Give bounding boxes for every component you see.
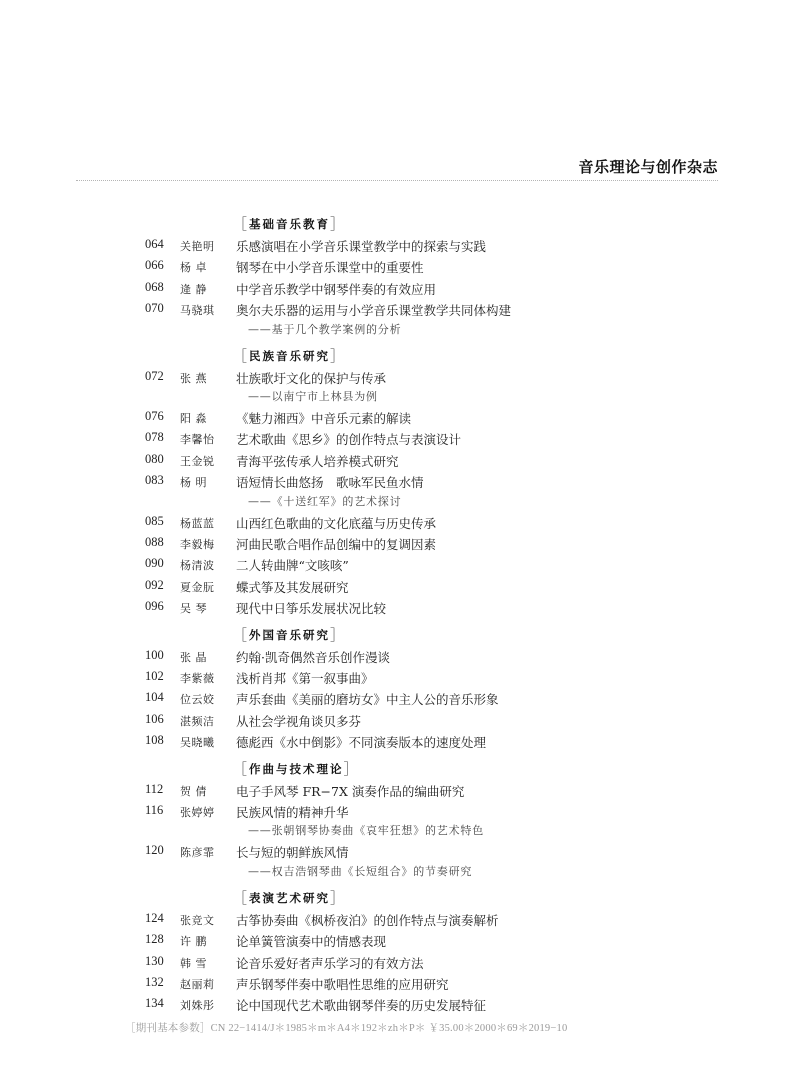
page-number: 120 xyxy=(145,843,164,858)
page-number: 106 xyxy=(145,711,164,726)
article-title[interactable]: 奥尔夫乐器的运用与小学音乐课堂教学共同体构建 xyxy=(236,303,512,319)
article-title[interactable]: 蝶式筝及其发展研究 xyxy=(236,579,349,595)
page-number: 085 xyxy=(145,513,164,528)
toc-entry[interactable] xyxy=(0,301,794,321)
page-number: 090 xyxy=(145,556,164,571)
author-name: 杨蓝蓝 xyxy=(180,516,215,530)
article-title[interactable]: 艺术歌曲《思乡》的创作特点与表演设计 xyxy=(236,432,462,448)
page-number: 102 xyxy=(145,669,164,683)
author-name: 韩 雪 xyxy=(180,956,207,970)
toc-entry[interactable] xyxy=(0,975,794,995)
section-bracket-left: ［ xyxy=(232,346,248,365)
author-name: 李毅梅 xyxy=(180,538,215,551)
page-number: 104 xyxy=(145,690,164,705)
section-bracket-right: ］ xyxy=(330,625,346,644)
section-title: 外国音乐研究 xyxy=(249,627,331,642)
article-subtitle: ——基于几个教学案例的分析 xyxy=(248,322,402,336)
author-name: 刘姝彤 xyxy=(180,999,215,1013)
author-name: 陈彦霏 xyxy=(180,846,215,860)
section-heading xyxy=(232,344,345,364)
toc-entry[interactable] xyxy=(0,258,794,278)
section-heading xyxy=(232,212,345,232)
article-title[interactable]: 论中国现代艺术歌曲钢琴伴奏的历史发展特征 xyxy=(236,998,487,1014)
author-name: 王金锐 xyxy=(180,454,215,468)
toc-entry[interactable] xyxy=(0,712,794,732)
article-title[interactable]: 《魅力湘西》中音乐元素的解读 xyxy=(236,411,412,426)
author-name: 贺 倩 xyxy=(180,784,207,798)
toc-entry[interactable] xyxy=(0,514,794,534)
section-heading xyxy=(232,623,345,643)
author-name: 李馨怡 xyxy=(180,433,215,447)
author-name: 位云姣 xyxy=(180,693,215,707)
author-name: 马骁琪 xyxy=(180,304,215,318)
author-name: 杨清波 xyxy=(180,559,215,573)
section-bracket-left: ［ xyxy=(232,625,248,644)
article-title[interactable]: 山西红色歌曲的文化底蕴与历史传承 xyxy=(236,515,437,531)
toc-entry[interactable] xyxy=(0,578,794,598)
article-title[interactable]: 浅析肖邦《第一叙事曲》 xyxy=(236,671,374,686)
page-number: 108 xyxy=(145,733,164,748)
section-bracket-right: ］ xyxy=(330,888,346,907)
page-number: 080 xyxy=(145,451,164,466)
page-number: 066 xyxy=(145,258,164,273)
article-title[interactable]: 声乐套曲《美丽的磨坊女》中主人公的音乐形象 xyxy=(236,692,499,708)
toc-entry[interactable] xyxy=(0,535,794,555)
toc-entry[interactable] xyxy=(0,996,794,1016)
article-title[interactable]: 河曲民歌合唱作品创编中的复调因素 xyxy=(236,537,437,552)
toc-entry[interactable] xyxy=(0,599,794,619)
toc-entry[interactable] xyxy=(0,409,794,429)
page-number: 072 xyxy=(145,368,164,383)
toc-entry[interactable] xyxy=(0,932,794,952)
page-number: 076 xyxy=(145,409,164,423)
page-number: 116 xyxy=(145,803,164,817)
page-number: 112 xyxy=(145,781,164,796)
page-number: 092 xyxy=(145,577,164,592)
article-title[interactable]: 壮族歌圩文化的保护与传承 xyxy=(236,370,387,386)
article-title[interactable]: 中学音乐教学中钢琴伴奏的有效应用 xyxy=(236,281,437,297)
toc-entry[interactable] xyxy=(0,280,794,300)
author-name: 夏金朊 xyxy=(180,580,215,594)
section-bracket-right: ］ xyxy=(343,759,359,778)
section-title: 民族音乐研究 xyxy=(249,348,331,363)
toc-entry[interactable] xyxy=(0,430,794,450)
section-bracket-left: ［ xyxy=(232,759,248,778)
author-name: 张竞文 xyxy=(180,913,215,927)
author-name: 关艳明 xyxy=(180,240,215,253)
author-name: 吴 琴 xyxy=(180,602,207,616)
page-number: 128 xyxy=(145,932,164,947)
author-name: 杨 卓 xyxy=(180,261,207,275)
page-number: 068 xyxy=(145,279,164,294)
page-number: 088 xyxy=(145,535,164,549)
article-title[interactable]: 德彪西《水中倒影》不同演奏版本的速度处理 xyxy=(236,735,487,751)
article-title[interactable]: 钢琴在中小学音乐课堂中的重要性 xyxy=(236,260,424,276)
article-title[interactable]: 现代中日筝乐发展状况比较 xyxy=(236,601,387,617)
toc-entry[interactable] xyxy=(0,733,794,753)
section-bracket-left: ［ xyxy=(232,215,248,233)
toc-entry[interactable] xyxy=(0,556,794,576)
article-title[interactable]: 声乐钢琴伴奏中歌唱性思维的应用研究 xyxy=(236,977,449,992)
section-bracket-left: ［ xyxy=(232,888,248,907)
article-title[interactable]: 长与短的朝鲜族风情 xyxy=(236,845,349,861)
toc-entry[interactable] xyxy=(0,954,794,974)
toc-entry[interactable] xyxy=(0,803,794,823)
article-title[interactable]: 二人转曲牌“文咳咳” xyxy=(236,558,349,574)
article-title[interactable]: 民族风情的精神升华 xyxy=(236,805,349,820)
toc-entry[interactable] xyxy=(0,690,794,710)
author-name: 逄 静 xyxy=(180,282,207,296)
article-title[interactable]: 语短情长曲悠扬 歌咏军民鱼水情 xyxy=(236,475,424,491)
article-title[interactable]: 从社会学视角谈贝多芬 xyxy=(236,713,362,729)
page-number: 100 xyxy=(145,647,164,662)
article-title[interactable]: 论音乐爱好者声乐学习的有效方法 xyxy=(236,955,424,971)
section-title: 作曲与技术理论 xyxy=(249,761,344,776)
toc-entry[interactable] xyxy=(0,237,794,257)
author-name: 许 鹏 xyxy=(180,935,207,949)
page-number: 064 xyxy=(145,237,164,251)
toc-entry[interactable] xyxy=(0,669,794,689)
author-name: 赵丽莉 xyxy=(180,978,215,991)
section-heading xyxy=(232,757,359,777)
page-number: 124 xyxy=(145,910,164,925)
article-title[interactable]: 古筝协奏曲《枫桥夜泊》的创作特点与演奏解析 xyxy=(236,912,499,928)
journal-title: 音乐理论与创作杂志 xyxy=(578,158,718,176)
journal-parameters-footer: ［期刊基本参数］CN 22−1414/J＊1985＊m＊A4＊192＊zh＊P＊ ￥35.00＊2000＊69＊2019−10 xyxy=(125,1023,568,1034)
page-number: 078 xyxy=(145,430,164,445)
author-name: 李紫薇 xyxy=(180,672,215,685)
article-title[interactable]: 青海平弦传承人培养模式研究 xyxy=(236,453,399,469)
page-number: 083 xyxy=(145,473,164,488)
article-title[interactable]: 电子手风琴 FR−7X 演奏作品的编曲研究 xyxy=(236,783,465,799)
toc-entry[interactable] xyxy=(0,843,794,863)
page-number: 096 xyxy=(145,599,164,614)
author-name: 杨 明 xyxy=(180,476,207,490)
toc-entry[interactable] xyxy=(0,648,794,668)
author-name: 湛频洁 xyxy=(180,714,215,728)
article-title[interactable]: 乐感演唱在小学音乐课堂教学中的探索与实践 xyxy=(236,239,487,254)
page-number: 132 xyxy=(145,975,164,989)
author-name: 张 晶 xyxy=(180,650,207,664)
toc-entry[interactable] xyxy=(0,782,794,802)
article-subtitle: ——以南宁市上林县为例 xyxy=(248,390,378,403)
page-number: 134 xyxy=(145,996,164,1011)
section-heading xyxy=(232,886,345,906)
author-name: 张婷婷 xyxy=(180,806,215,819)
page-number: 070 xyxy=(145,301,164,316)
section-title: 基础音乐教育 xyxy=(249,217,331,231)
toc-entry[interactable] xyxy=(0,911,794,931)
article-subtitle: ——《十送红军》的艺术探讨 xyxy=(248,494,402,508)
author-name: 张 燕 xyxy=(180,371,207,385)
article-title[interactable]: 论单簧管演奏中的情感表现 xyxy=(236,934,387,950)
article-subtitle: ——权吉浩钢琴曲《长短组合》的节奏研究 xyxy=(248,864,473,878)
toc-entry[interactable] xyxy=(0,473,794,493)
author-name: 吴晓曦 xyxy=(180,736,215,750)
section-bracket-right: ］ xyxy=(330,215,346,233)
toc-entry[interactable] xyxy=(0,369,794,389)
section-bracket-right: ］ xyxy=(330,346,346,365)
author-name: 阳 淼 xyxy=(180,412,207,425)
section-title: 表演艺术研究 xyxy=(249,890,331,905)
toc-entry[interactable] xyxy=(0,452,794,472)
article-subtitle: ——张朝钢琴协奏曲《哀牢狂想》的艺术特色 xyxy=(248,824,484,838)
article-title[interactable]: 约翰·凯奇偶然音乐创作漫谈 xyxy=(236,649,390,665)
page-number: 130 xyxy=(145,953,164,968)
